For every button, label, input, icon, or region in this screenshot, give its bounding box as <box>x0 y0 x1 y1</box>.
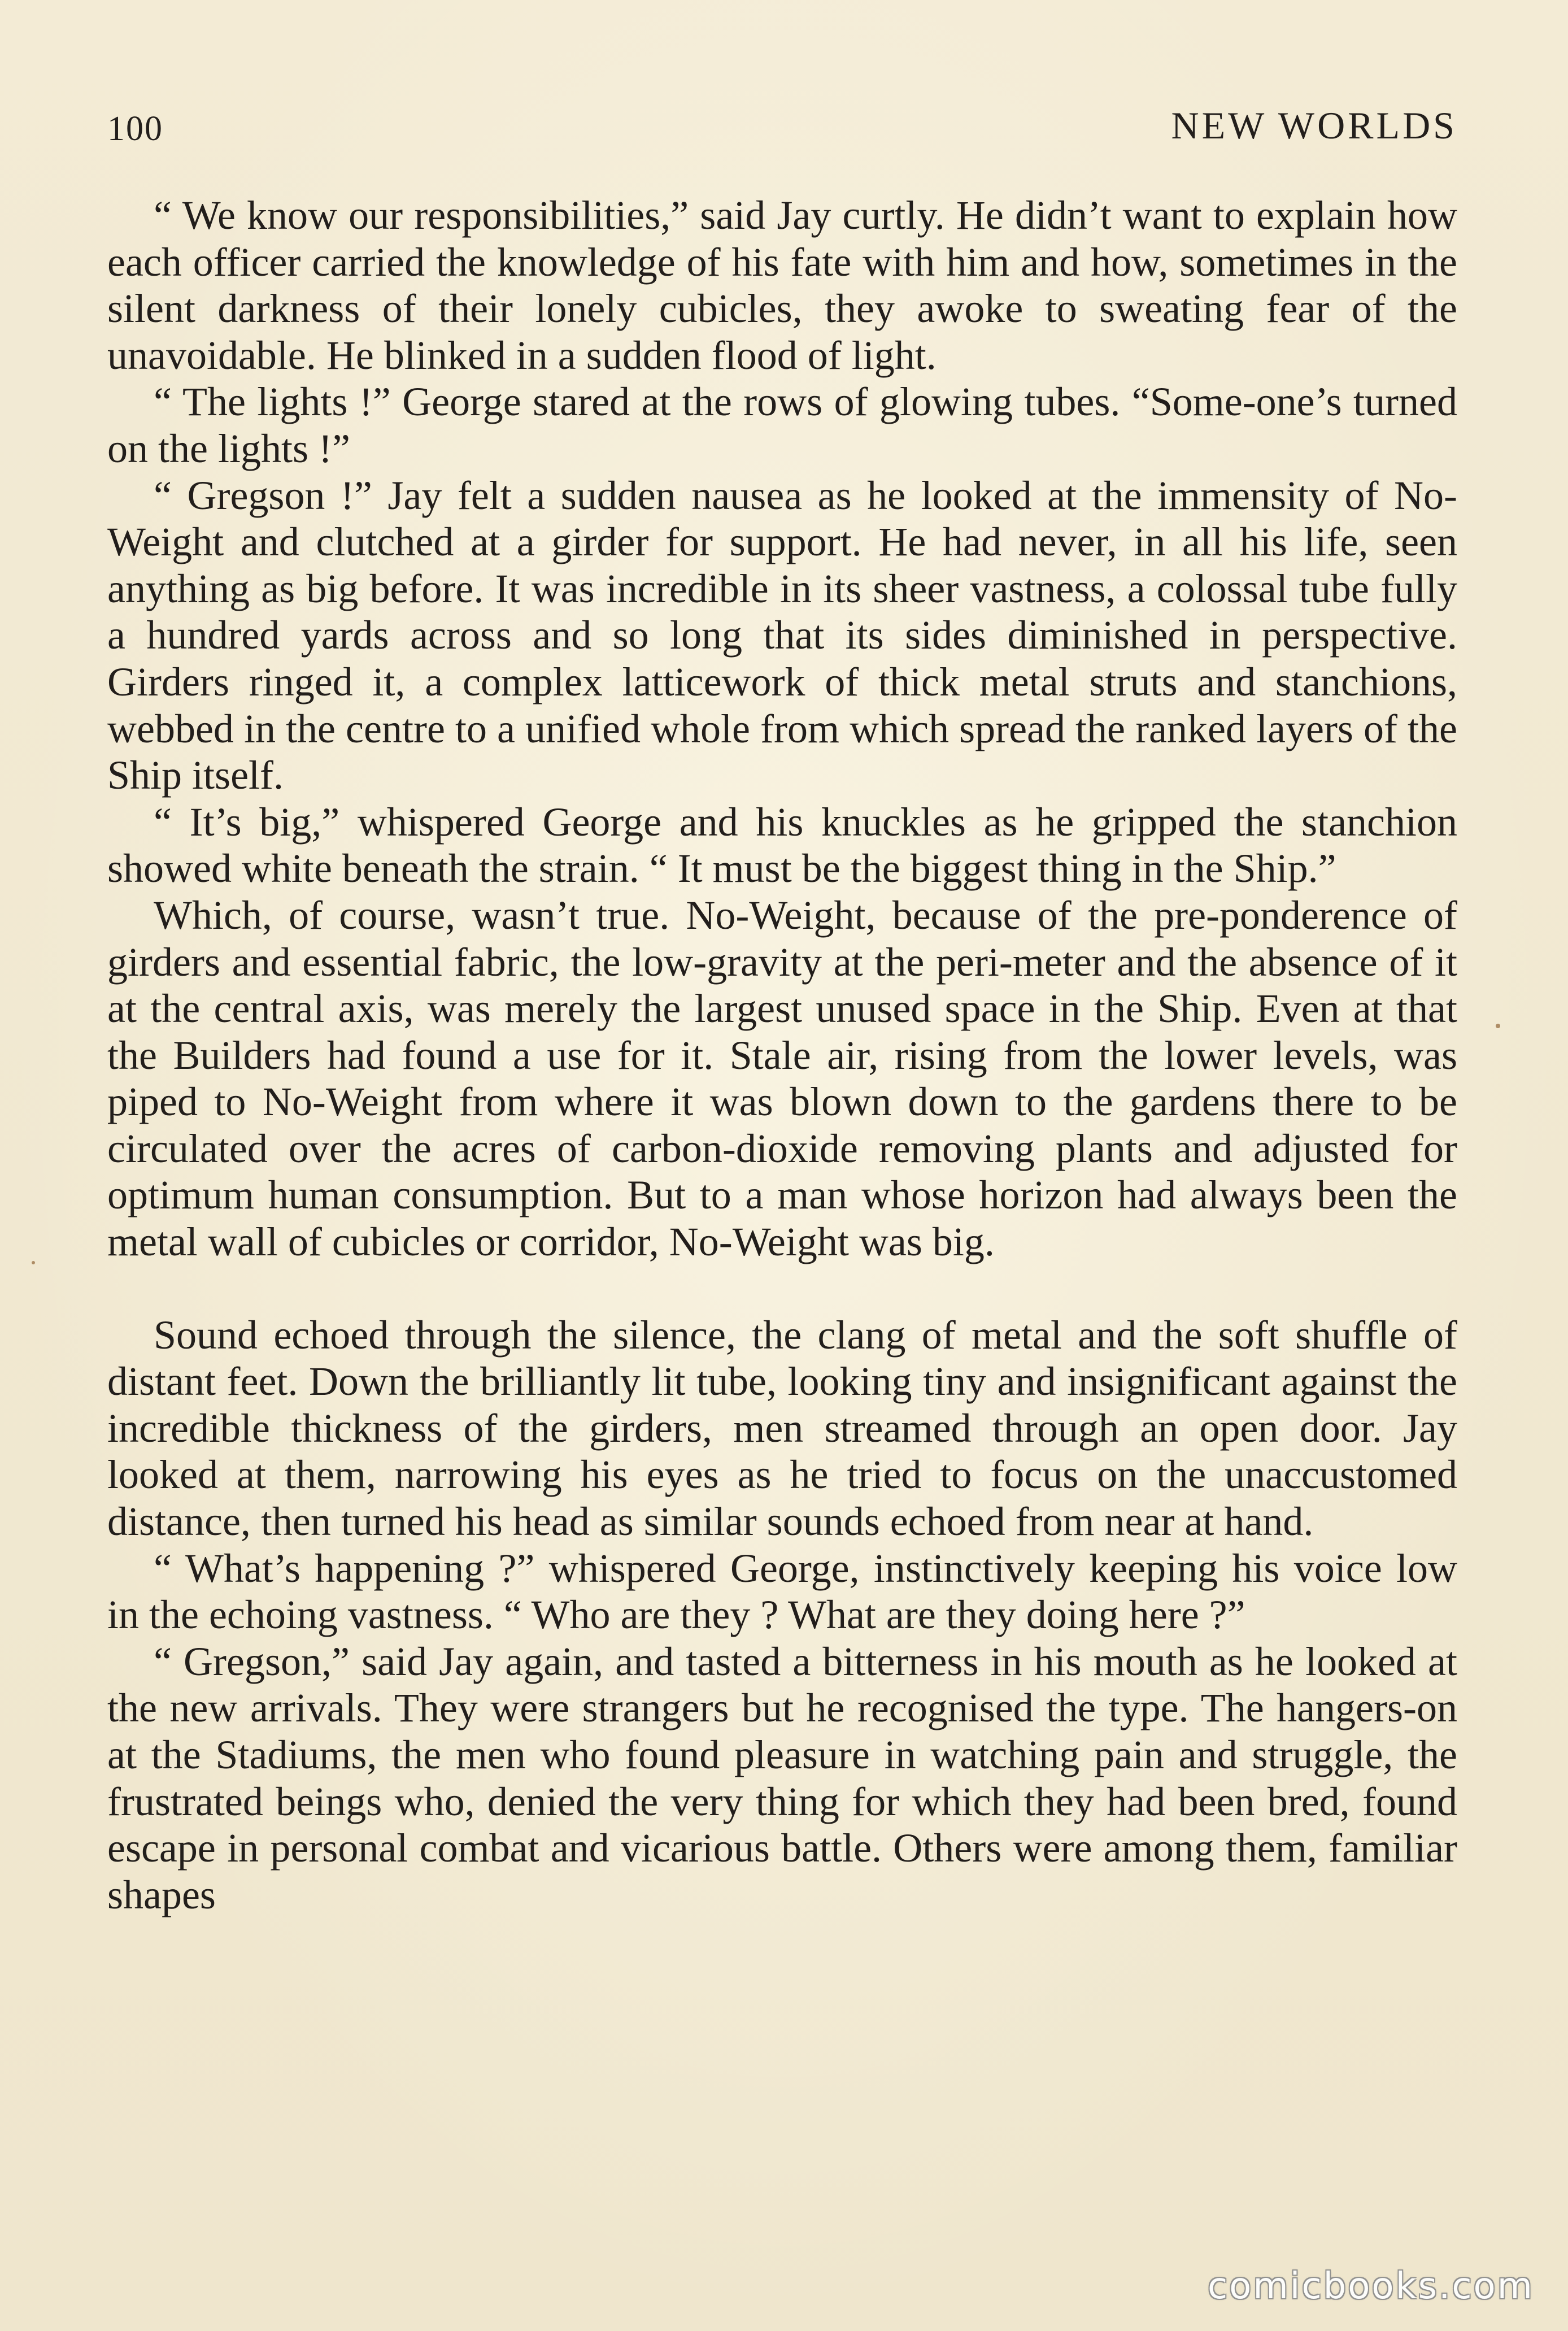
paper-speck <box>1496 1024 1500 1028</box>
paragraph: “ The lights !” George stared at the rows of glowing tubes. “Some-one’s turned on the lights !” <box>107 379 1457 471</box>
running-head: NEW WORLDS <box>1171 104 1457 147</box>
page-number: 100 <box>107 110 163 148</box>
watermark: comicbooks.com <box>1207 2265 1534 2307</box>
paragraph: “ Gregson !” Jay felt a sudden nausea as he looked at the immensity of No-Weight and clutched at a girder for support. He had never, in all his life, seen anything as big before. It was incredible in its sheer vastness, a colossal tube fully a hundred yards across and so long that its sides diminished in perspective. Girders ringed it, a complex latticework of thick metal struts and stanchions, webbed in the centre to a unified whole from which spread the ranked layers of the Ship itself. <box>107 472 1457 798</box>
paragraph: “ Gregson,” said Jay again, and tasted a bitterness in his mouth as he looked at the new arrivals. They were strangers but he recognised the type. The hangers-on at the Stadiums, the men who found pleasure in watching pain and struggle, the frustrated beings who, denied the very thing for which they had been bred, found escape in personal combat and vicarious battle. Others were among them, familiar shapes <box>107 1638 1457 1917</box>
paragraph: Sound echoed through the silence, the clang of metal and the soft shuffle of distant feet. Down the brilliantly lit tube, looking tiny and insignificant against the incredible thickness of the girders, men streamed through an open door. Jay looked at them, narrowing his eyes as he tried to focus on the unaccustomed distance, then turned his head as similar sounds echoed from near at hand. <box>107 1312 1457 1545</box>
paper-speck <box>32 1261 35 1264</box>
paragraph: Which, of course, wasn’t true. No-Weight, because of the pre-ponderence of girders and essential fabric, the low-gravity at the peri-meter and the absence of it at the central axis, was merely the largest unused space in the Ship. Even at that the Builders had found a use for it. Stale air, rising from the lower levels, was piped to No-Weight from where it was blown down to the gardens there to be circulated over the acres of carbon-dioxide removing plants and adjusted for optimum human consumption. But to a man whose horizon had always been the metal wall of cubicles or corridor, No-Weight was big. <box>107 892 1457 1265</box>
paragraph: “ We know our responsibilities,” said Jay curtly. He didn’t want to explain how each officer carried the knowledge of his fate with him and how, sometimes in the silent darkness of their lonely cubicles, they awoke to sweating fear of the unavoidable. He blinked in a sudden flood of light. <box>107 193 1457 378</box>
section-break <box>107 1265 1457 1312</box>
page-header <box>107 99 1457 161</box>
body-text <box>107 192 1457 1918</box>
paragraph: “ It’s big,” whispered George and his knuckles as he gripped the stanchion showed white beneath the strain. “ It must be the biggest thing in the Ship.” <box>107 799 1457 891</box>
paragraph: “ What’s happening ?” whispered George, instinctively keeping his voice low in the echoing vastness. “ Who are they ? What are they doing here ?” <box>107 1545 1457 1638</box>
